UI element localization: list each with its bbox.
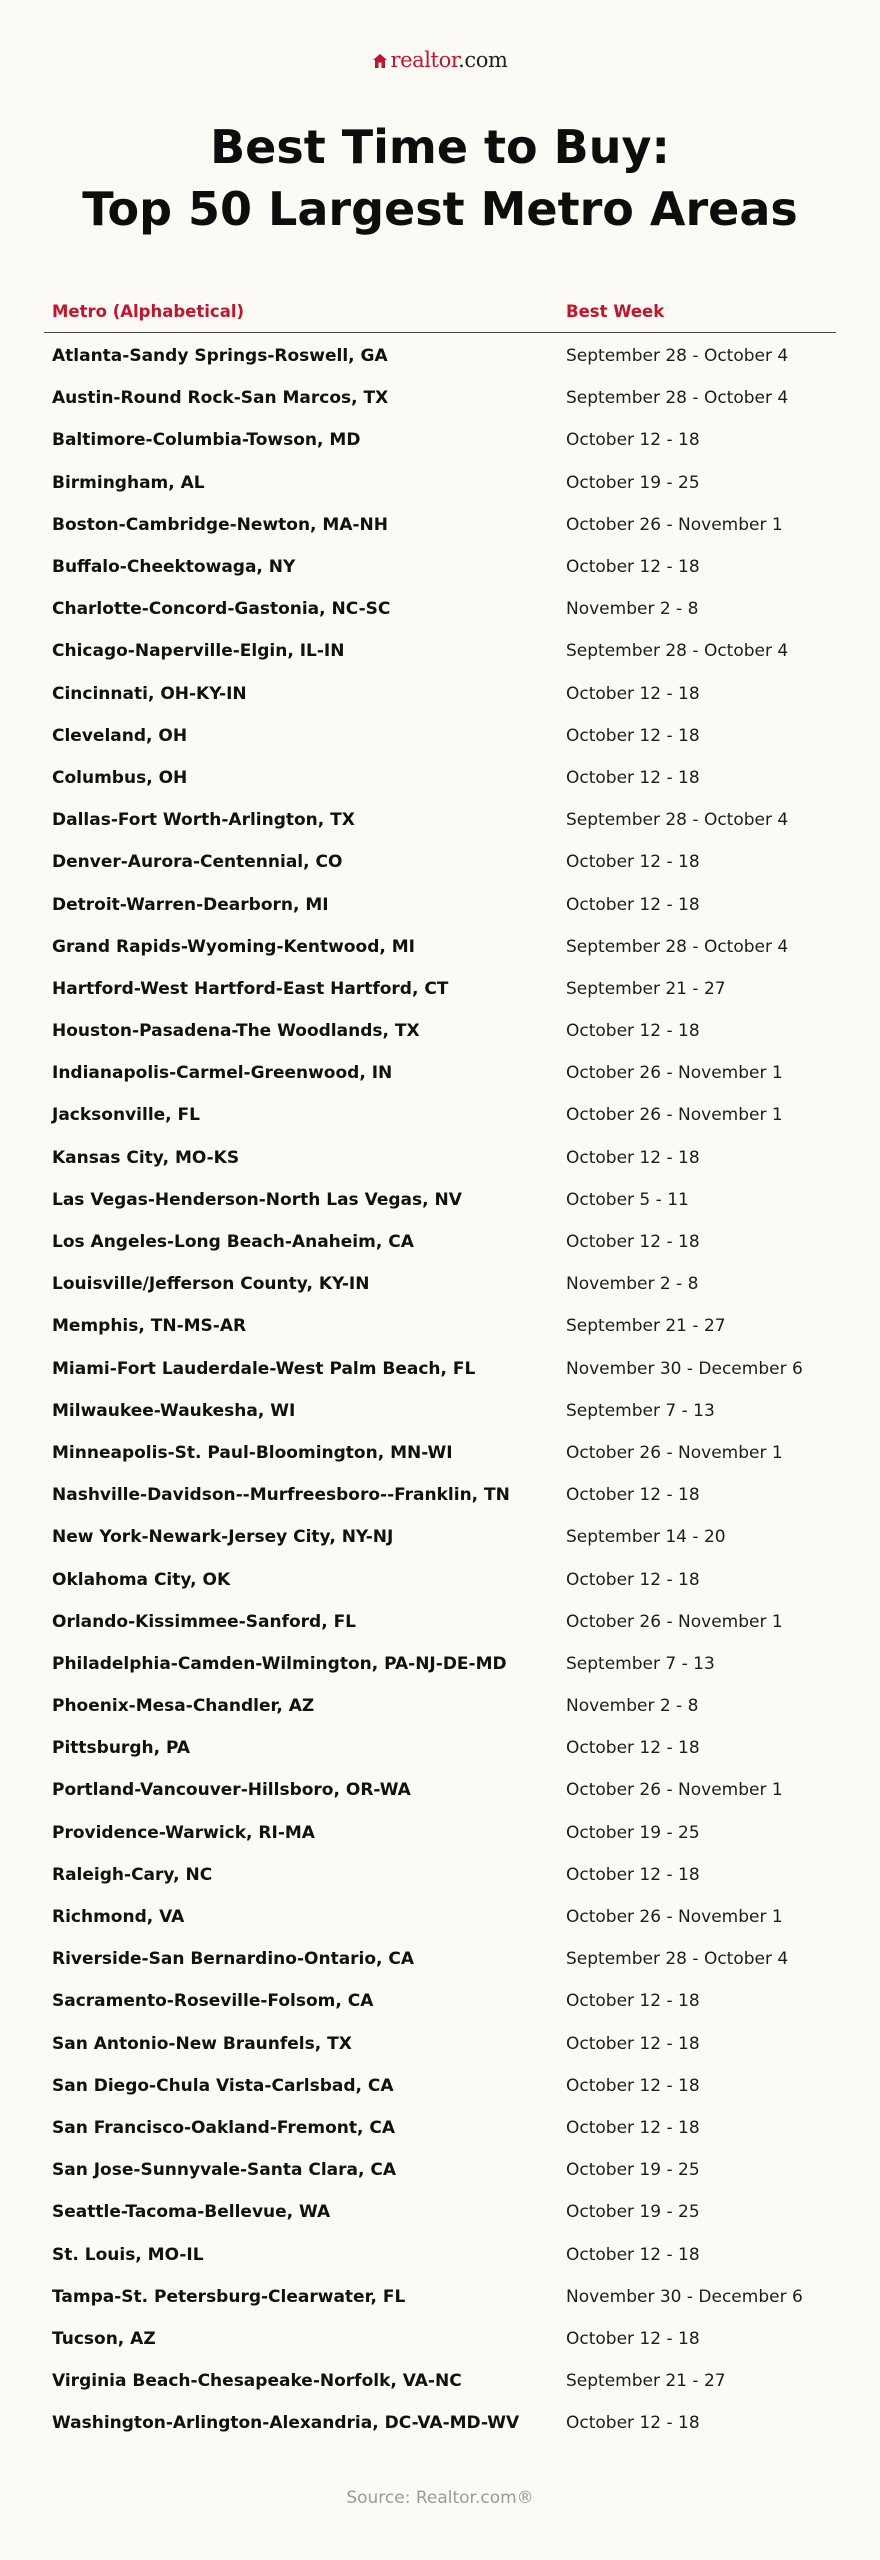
best-week-cell: October 26 - November 1	[566, 1907, 783, 1928]
metro-cell: Pittsburgh, PA	[52, 1738, 191, 1759]
table-row	[44, 335, 836, 377]
metro-cell: Louisville/Jefferson County, KY-IN	[52, 1274, 370, 1295]
best-week-cell: September 28 - October 4	[566, 388, 789, 409]
metro-cell: Richmond, VA	[52, 1907, 185, 1928]
best-week-cell: September 28 - October 4	[566, 346, 789, 367]
table-row	[44, 1137, 836, 1179]
table-row	[44, 546, 836, 588]
metro-cell: Denver-Aurora-Centennial, CO	[52, 852, 343, 873]
table-row	[44, 377, 836, 419]
table-row	[44, 1305, 836, 1347]
table-row	[44, 1601, 836, 1643]
table-row	[44, 1263, 836, 1305]
metro-cell: Philadelphia-Camden-Wilmington, PA-NJ-DE-MD	[52, 1653, 507, 1674]
metro-cell: Providence-Warwick, RI-MA	[52, 1822, 315, 1843]
best-week-cell: October 12 - 18	[566, 683, 700, 704]
table-row	[44, 2191, 836, 2233]
table-row	[44, 883, 836, 925]
best-week-cell: October 12 - 18	[566, 2328, 700, 2349]
metro-cell: San Francisco-Oakland-Fremont, CA	[52, 2117, 395, 2138]
table-row	[44, 1052, 836, 1094]
table-row	[44, 2233, 836, 2275]
page-title	[0, 116, 880, 240]
source-note: Source: Realtor.com®	[346, 2488, 534, 2508]
table-row	[44, 926, 836, 968]
table-row	[44, 968, 836, 1010]
metro-cell: Nashville-Davidson--Murfreesboro--Franklin, TN	[52, 1485, 510, 1506]
metro-cell: Raleigh-Cary, NC	[52, 1864, 213, 1885]
best-week-cell: September 28 - October 4	[566, 641, 789, 662]
metro-cell: Buffalo-Cheektowaga, NY	[52, 557, 296, 578]
best-week-cell: October 12 - 18	[566, 430, 700, 451]
table-header	[44, 290, 836, 333]
best-week-cell: September 7 - 13	[566, 1400, 715, 1421]
metro-cell: Virginia Beach-Chesapeake-Norfolk, VA-NC	[52, 2371, 462, 2392]
table-row	[44, 419, 836, 461]
metro-cell: Hartford-West Hartford-East Hartford, CT	[52, 978, 449, 999]
table-row	[44, 2023, 836, 2065]
best-week-cell: September 21 - 27	[566, 978, 726, 999]
metro-cell: Grand Rapids-Wyoming-Kentwood, MI	[52, 936, 416, 957]
metro-cell: Seattle-Tacoma-Bellevue, WA	[52, 2202, 331, 2223]
table-row	[44, 1685, 836, 1727]
table-row	[44, 2402, 836, 2444]
metro-cell: Phoenix-Mesa-Chandler, AZ	[52, 1696, 315, 1717]
metro-cell: Jacksonville, FL	[52, 1105, 200, 1126]
metro-cell: Indianapolis-Carmel-Greenwood, IN	[52, 1063, 393, 1084]
best-week-cell: October 26 - November 1	[566, 514, 783, 535]
best-week-cell: October 5 - 11	[566, 1189, 689, 1210]
best-week-cell: October 12 - 18	[566, 1864, 700, 1885]
metro-cell: Memphis, TN-MS-AR	[52, 1316, 247, 1337]
table-row	[44, 2065, 836, 2107]
best-week-cell: October 26 - November 1	[566, 1442, 783, 1463]
table-row	[44, 2360, 836, 2402]
table-row	[44, 673, 836, 715]
title-line-1: Best Time to Buy:	[210, 120, 670, 174]
table-row	[44, 715, 836, 757]
table-row	[44, 1643, 836, 1685]
metro-cell: Los Angeles-Long Beach-Anaheim, CA	[52, 1232, 414, 1253]
best-week-cell: September 21 - 27	[566, 1316, 726, 1337]
metro-cell: Charlotte-Concord-Gastonia, NC-SC	[52, 599, 391, 620]
table-row	[44, 1348, 836, 1390]
table-row	[44, 1812, 836, 1854]
best-week-cell: October 12 - 18	[566, 557, 700, 578]
metro-cell: Detroit-Warren-Dearborn, MI	[52, 894, 329, 915]
table-row	[44, 504, 836, 546]
table-row	[44, 1769, 836, 1811]
table-row	[44, 1010, 836, 1052]
table-row	[44, 2318, 836, 2360]
metro-cell: Cleveland, OH	[52, 725, 188, 746]
best-week-cell: October 26 - November 1	[566, 1780, 783, 1801]
best-week-cell: October 12 - 18	[566, 1569, 700, 1590]
best-week-cell: September 28 - October 4	[566, 936, 789, 957]
best-week-cell: October 19 - 25	[566, 2160, 700, 2181]
metro-cell: San Antonio-New Braunfels, TX	[52, 2033, 352, 2054]
table-row	[44, 1390, 836, 1432]
best-week-cell: September 28 - October 4	[566, 1949, 789, 1970]
table-row	[44, 462, 836, 504]
best-week-cell: October 12 - 18	[566, 2033, 700, 2054]
metro-cell: Orlando-Kissimmee-Sanford, FL	[52, 1611, 357, 1632]
table-row	[44, 1980, 836, 2022]
table-row	[44, 1558, 836, 1600]
metro-cell: Cincinnati, OH-KY-IN	[52, 683, 247, 704]
best-week-cell: October 12 - 18	[566, 2244, 700, 2265]
table-row	[44, 1938, 836, 1980]
best-week-cell: October 12 - 18	[566, 852, 700, 873]
best-week-cell: October 26 - November 1	[566, 1105, 783, 1126]
best-week-cell: November 30 - December 6	[566, 1358, 803, 1379]
metro-cell: Birmingham, AL	[52, 472, 205, 493]
best-week-cell: October 12 - 18	[566, 1738, 700, 1759]
metro-cell: Dallas-Fort Worth-Arlington, TX	[52, 810, 355, 831]
metro-cell: Minneapolis-St. Paul-Bloomington, MN-WI	[52, 1442, 453, 1463]
table-row	[44, 1432, 836, 1474]
metro-cell: Columbus, OH	[52, 767, 188, 788]
header-metro: Metro (Alphabetical)	[52, 301, 245, 321]
best-week-cell: October 12 - 18	[566, 2117, 700, 2138]
best-week-cell: October 12 - 18	[566, 767, 700, 788]
metro-cell: Portland-Vancouver-Hillsboro, OR-WA	[52, 1780, 411, 1801]
best-week-cell: October 19 - 25	[566, 2202, 700, 2223]
metro-cell: St. Louis, MO-IL	[52, 2244, 204, 2265]
table-row	[44, 1474, 836, 1516]
header-best-week: Best Week	[566, 301, 665, 321]
metro-cell: Atlanta-Sandy Springs-Roswell, GA	[52, 346, 388, 367]
metro-cell: Chicago-Naperville-Elgin, IL-IN	[52, 641, 345, 662]
best-week-cell: September 21 - 27	[566, 2371, 726, 2392]
table-row	[44, 588, 836, 630]
table-row	[44, 1179, 836, 1221]
metro-cell: Tucson, AZ	[52, 2328, 156, 2349]
table-row	[44, 1896, 836, 1938]
table-row	[44, 757, 836, 799]
metro-cell: Tampa-St. Petersburg-Clearwater, FL	[52, 2286, 406, 2307]
metro-cell: Riverside-San Bernardino-Ontario, CA	[52, 1949, 415, 1970]
best-week-cell: October 12 - 18	[566, 2413, 700, 2434]
realtor-logo	[0, 48, 880, 74]
best-week-cell: October 12 - 18	[566, 1147, 700, 1168]
metro-cell: San Diego-Chula Vista-Carlsbad, CA	[52, 2075, 394, 2096]
metro-cell: New York-Newark-Jersey City, NY-NJ	[52, 1527, 394, 1548]
metro-cell: Milwaukee-Waukesha, WI	[52, 1400, 296, 1421]
table-row	[44, 1094, 836, 1136]
best-week-cell: October 12 - 18	[566, 1021, 700, 1042]
best-week-cell: November 30 - December 6	[566, 2286, 803, 2307]
metro-cell: Boston-Cambridge-Newton, MA-NH	[52, 514, 389, 535]
best-week-cell: October 19 - 25	[566, 1822, 700, 1843]
logo-brand-text: realtor	[390, 48, 459, 72]
best-week-cell: November 2 - 8	[566, 1696, 699, 1717]
best-week-cell: October 12 - 18	[566, 1485, 700, 1506]
best-week-cell: November 2 - 8	[566, 1274, 699, 1295]
best-week-cell: September 28 - October 4	[566, 810, 789, 831]
best-week-cell: November 2 - 8	[566, 599, 699, 620]
best-week-cell: October 12 - 18	[566, 894, 700, 915]
metro-cell: Houston-Pasadena-The Woodlands, TX	[52, 1021, 420, 1042]
best-week-cell: October 12 - 18	[566, 725, 700, 746]
metro-cell: Kansas City, MO-KS	[52, 1147, 240, 1168]
metro-cell: Miami-Fort Lauderdale-West Palm Beach, FL	[52, 1358, 476, 1379]
table-row	[44, 2276, 836, 2318]
best-week-cell: October 26 - November 1	[566, 1063, 783, 1084]
metro-cell: Sacramento-Roseville-Folsom, CA	[52, 1991, 374, 2012]
table-row	[44, 1727, 836, 1769]
table-row	[44, 841, 836, 883]
table-row	[44, 1854, 836, 1896]
metro-cell: San Jose-Sunnyvale-Santa Clara, CA	[52, 2160, 397, 2181]
metro-cell: Washington-Arlington-Alexandria, DC-VA-MD-WV	[52, 2413, 520, 2434]
logo-tld-text: .com	[458, 48, 508, 72]
best-week-cell: October 12 - 18	[566, 1991, 700, 2012]
table-row	[44, 1221, 836, 1263]
house-icon	[372, 50, 388, 74]
metro-cell: Las Vegas-Henderson-North Las Vegas, NV	[52, 1189, 462, 1210]
best-week-cell: October 26 - November 1	[566, 1611, 783, 1632]
best-week-cell: October 12 - 18	[566, 1232, 700, 1253]
table-row	[44, 630, 836, 672]
table-row	[44, 2107, 836, 2149]
title-line-2: Top 50 Largest Metro Areas	[82, 182, 798, 236]
metro-cell: Austin-Round Rock-San Marcos, TX	[52, 388, 389, 409]
metro-cell: Baltimore-Columbia-Towson, MD	[52, 430, 361, 451]
table-row	[44, 1516, 836, 1558]
table-body	[44, 335, 836, 2444]
table-row	[44, 799, 836, 841]
table-row	[44, 2149, 836, 2191]
best-week-cell: October 12 - 18	[566, 2075, 700, 2096]
best-week-cell: October 19 - 25	[566, 472, 700, 493]
best-week-table	[44, 290, 836, 2444]
best-week-cell: September 7 - 13	[566, 1653, 715, 1674]
metro-cell: Oklahoma City, OK	[52, 1569, 231, 1590]
best-week-cell: September 14 - 20	[566, 1527, 726, 1548]
